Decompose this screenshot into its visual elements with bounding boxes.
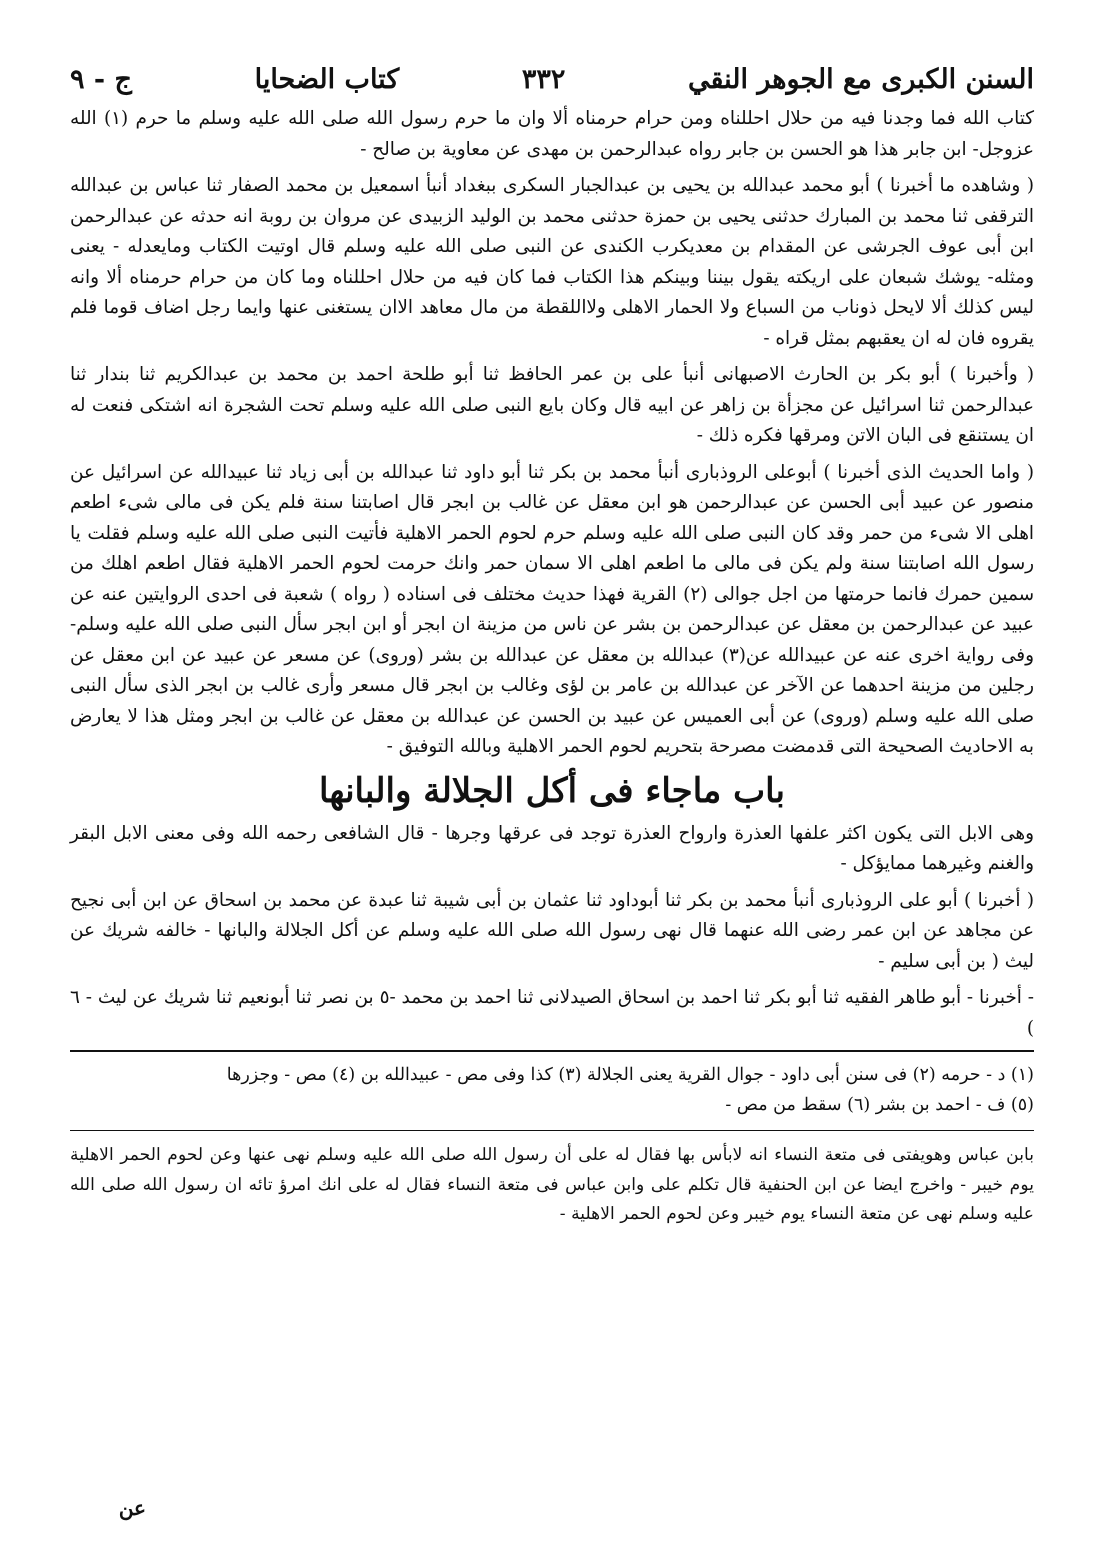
- footnote-divider: [70, 1050, 1034, 1052]
- paragraph: كتاب الله فما وجدنا فيه من حلال احللناه ومن حرام حرمناه ألا وان ما حرم رسول الله صلى الله عليه وسلم ما حرم (١) الله عزوجل- ابن جابر هذا هو الحسن بن جابر رواه عبدالرحمن بن مهدى عن معاوية بن صالح -: [70, 108, 1034, 160]
- paragraph: ( أخبرنا ) أبو على الروذبارى أنبأ محمد بن بكر ثنا أبوداود ثنا عثمان بن أبى شيبة ثنا عبدة عن محمد بن اسحاق عن ابن أبى نجيح عن مجاهد عن ابن عمر رضى الله عنهما قال نهى رسول الله صلى الله عليه وسلم عن أكل الجلالة والبانها - خالفه شريك عن ليث ( بن أبى سليم -: [70, 889, 1034, 972]
- chapter-heading: باب ماجاء فى أكل الجلالة والبانها: [319, 770, 785, 811]
- commentary-text: بابن عباس وهويفتى فى متعة النساء انه لابأس بها فقال له على أن رسول الله صلى الله عليه وسلم نهى عنها وعن لحوم الحمر الاهلية يوم خيبر - واخرج ايضا عن ابن الحنفية قال تكلم على وابن عباس فى متعة النساء فقال له على انك امرؤ تائه ان رسول الله صلى الله عليه وسلم نهى عن متعة النساء يوم خيبر وعن لحوم الحمر الاهلية -: [70, 1145, 1034, 1224]
- footnote-line: (١) د - حرمه (٢) فى سنن أبى داود - جوال القرية يعنى الجلالة (٣) كذا وفى مص - عبيدالله بن (٤) مص - وجزرها: [226, 1065, 1034, 1085]
- paragraph: وهى الابل التى يكون اكثر علفها العذرة وارواح العذرة توجد فى عرقها وجرها - قال الشافعى رحمه الله وفى معنى الابل البقر والغنم وغيرهما ممايؤكل -: [70, 822, 1034, 874]
- footnote-line: (٥) ف - احمد بن بشر (٦) سقط من مص -: [725, 1095, 1034, 1115]
- page-header: [70, 60, 1034, 104]
- volume-label: ج - ٩: [70, 64, 132, 95]
- book-title: السنن الكبرى مع الجوهر النقي: [687, 64, 1034, 95]
- paragraph: ( وأخبرنا ) أبو بكر بن الحارث الاصبهانى أنبأ على بن عمر الحافظ ثنا أبو طلحة احمد بن محمد بن عبدالكريم ثنا بندار ثنا عبدالرحمن ثنا اسرائيل عن مجزأة بن زاهر عن ابيه قال وكان بايع النبى صلى الله عليه وسلم تحت الشجرة انه اشتكى فنعت له ان يستنقع فى البان الاتن ومرقها فكره ذلك -: [70, 364, 1034, 446]
- chapter-name: كتاب الضحايا: [254, 64, 400, 95]
- page-number: ٣٣٢: [521, 64, 566, 95]
- paragraph: ( وشاهده ما أخبرنا ) أبو محمد عبدالله بن يحيى بن عبدالجبار السكرى ببغداد أنبأ اسمعيل بن محمد الصفار ثنا عباس بن عبدالله الترقفى ثنا محمد بن المبارك حدثنى يحيى بن حمزة حدثنى محمد بن الوليد الزبيدى عن مروان بن روبة انه حدثه عن عبدالرحمن ابن أبى عوف الجرشى عن المقدام بن معديكرب الكندى عن النبى صلى الله عليه وسلم قال اوتيت الكتاب ومايعدله - يعنى ومثله- يوشك شبعان على اريكته يقول بيننا وبينكم هذا الكتاب فما كان فيه من حلال احللناه وما كان من حرام حرمناه ألا وانه ليس كذلك ألا لايحل ذوناب من السباع ولا الحمار الاهلى ولااللقطة من مال معاهد الاان يستغنى عنها وايما رجل اضاف قوما فلم يقروه فان له ان يعقبهم بمثل قراه -: [70, 175, 1034, 349]
- commentary-divider: [70, 1130, 1034, 1131]
- paragraph: - أخبرنا - أبو طاهر الفقيه ثنا أبو بكر ثنا احمد بن اسحاق الصيدلانى ثنا احمد بن محمد -٥ بن نصر ثنا أبونعيم ثنا شريك عن ليث - ٦ ): [70, 987, 1034, 1039]
- paragraph: ( واما الحديث الذى أخبرنا ) أبوعلى الروذبارى أنبأ محمد بن بكر ثنا أبو داود ثنا عبدالله بن أبى زياد ثنا عبيدالله عن اسرائيل عن منصور عن عبيد أبى الحسن عن عبدالرحمن هو ابن معقل عن غالب بن ابجر قال اصابتنا سنة فلم يكن فى مالى شىء اطعم اهلى الا شىء من حمر وقد كان النبى صلى الله عليه وسلم حرم لحوم الحمر الاهلية فأتيت النبى صلى الله عليه وسلم فقلت يا رسول الله اصابتنا سنة ولم يكن فى مالى ما اطعم اهلى الا سمان حمر وانك حرمت لحوم الحمر الاهلية فقال اطعم اهلك من سمين حمرك فانما حرمتها من اجل جوالى (٢) القرية فهذا حديث مختلف فى اسناده ( رواه ) شعبة فى احدى الروايتين عنه عن عبيد عن عبدالرحمن بن معقل عن عبدالرحمن بن بشر عن ناس من مزينة ان ابجر أو ابن ابجر سأل النبى صلى الله عليه وسلم- وفى رواية اخرى عنه عن عبيدالله عن(٣) عبدالله بن معقل عن عبدالله بن بشر (وروى) عن مسعر عن عبيد عن ابن معقل عن رجلين من مزينة احدهما عن الآخر عن عبدالله بن عامر بن لؤى وغالب بن ابجر قال مسعر وأرى غالب بن ابجر الذى سأل النبى صلى الله عليه وسلم (وروى) عن أبى العميس عن عبيد بن الحسن عن عبدالله بن معقل عن غالب بن ابجر ومثل هذا لا يعارض به الاحاديث الصحيحة التى قدمضت مصرحة بتحريم لحوم الحمر الاهلية وبالله التوفيق -: [70, 461, 1034, 757]
- catchword: عن: [118, 1496, 146, 1520]
- footnotes: [70, 1060, 1034, 1120]
- main-text: [70, 104, 1034, 1044]
